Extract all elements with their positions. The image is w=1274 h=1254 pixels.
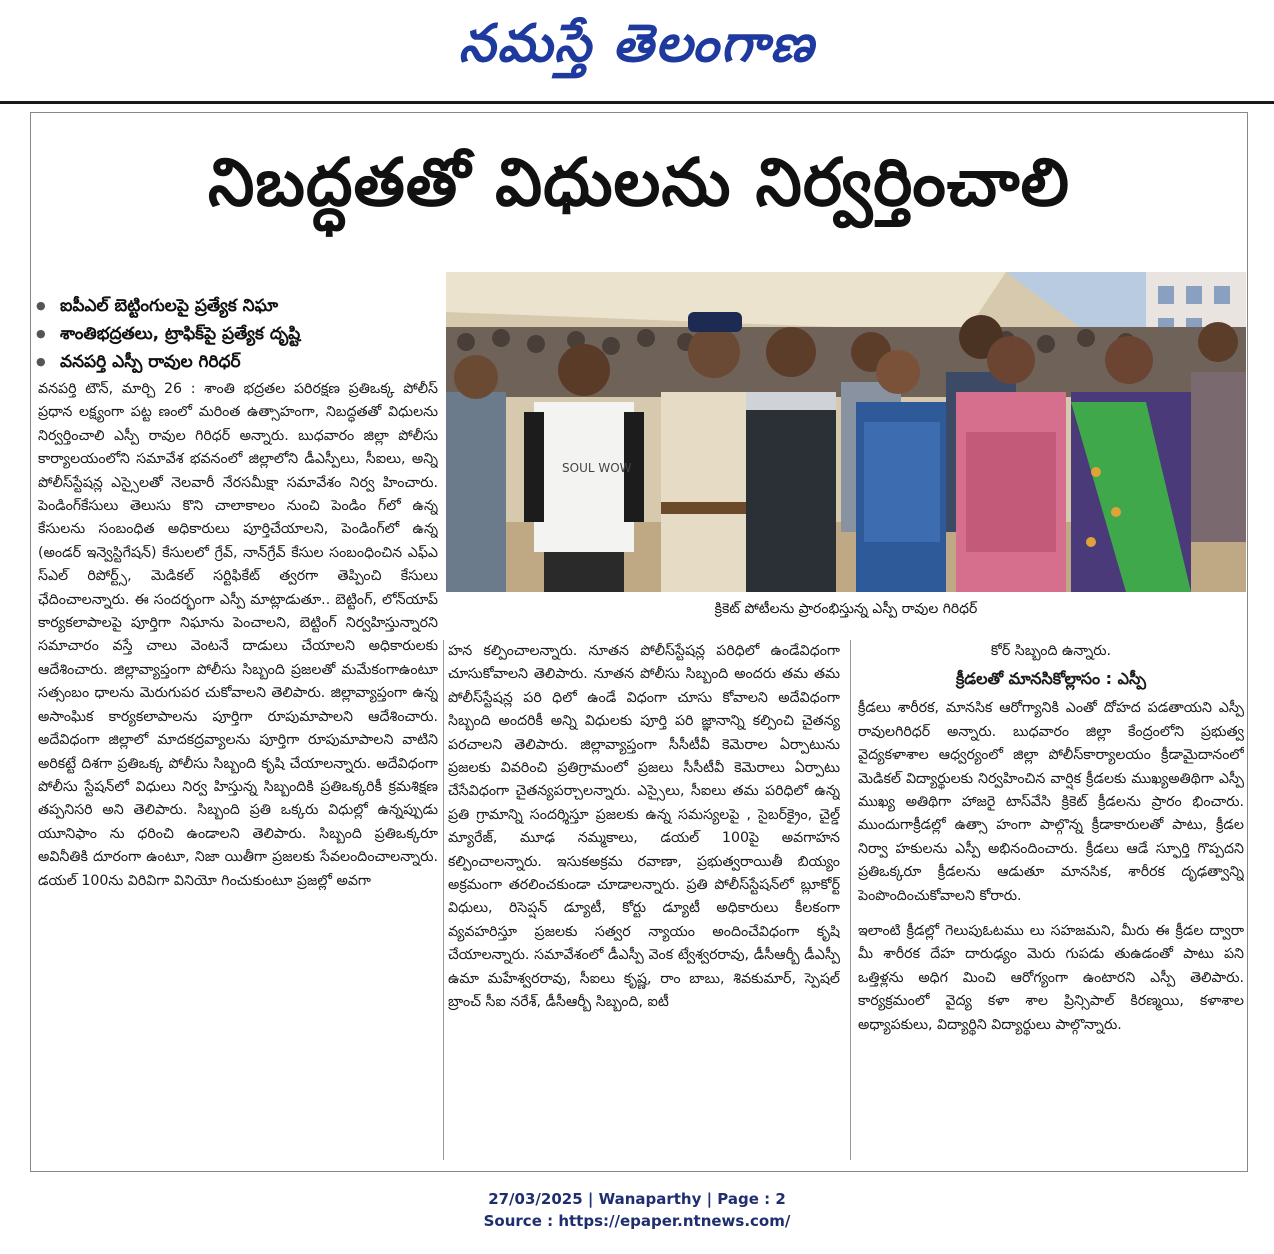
article-paragraph: ఇలాంటి క్రీడల్లో గెలుపుఓటము లు సహజమని, మీరు ఈ క్రీడల ద్వారా మీ శారీరక దేహ దారుఢ్యం మెరు గుపడు తుఉడంతో పాటు పని ఒత్తిళ్లను అధిగ మించి ఆరోగ్యంగా ఉంటారని ఎస్పీ తెలిపారు. కార్యక్రమంలో వైద్య కళా శాల ప్రిన్సిపాల్ కిరణ్మయి, కళాశాల అధ్యాపకులు, విద్యార్థిని విద్యార్థులు పాల్గొన్నారు. bbox=[858, 923, 1244, 1033]
photo-caption: క్రికెట్ పోటీలను ప్రారంభిస్తున్న ఎస్పీ రావుల గిరిధర్ bbox=[714, 601, 978, 617]
news-photo bbox=[446, 272, 1246, 592]
footer-date-line: 27/03/2025 | Wanaparthy | Page : 2 bbox=[488, 1190, 786, 1208]
footer bbox=[0, 1188, 1274, 1232]
column-divider bbox=[850, 640, 851, 1160]
masthead bbox=[0, 0, 1274, 100]
article-paragraph: హన కల్పించాలన్నారు. నూతన పోలీస్‌స్టేషన్ల పరిధిలో ఉండేవిధంగా చూసుకోవాలని తెలిపారు. నూతన పోలీసు సిబ్బంది అందరు తమ తమ పోలీస్‌స్టేషన్ల పరి ధిలో ఉండే విధంగా చూసు కోవాలని అదేవిధంగా సిబ్బంది అందరికీ అన్ని విధులకు పూర్తి పరి జ్ఞానాన్ని కల్పించి చైతన్య పరచాలని తెలిపారు. జిల్లావ్యాప్తంగా సీసీటీవీ కెమెరాల ఏర్పాటును ప్రజలకు వివరించి ప్రతిగ్రామంలో ప్రజలు సీసీటీవీ కెమెరాలు ఏర్పాటు చేసేవిధంగా చైతన్యపర్చాలన్నారు. ఎస్సైలు, సీఐలు తమ పరిధిలో ఉన్న ప్రతి గ్రామాన్ని సందర్శిస్తూ ప్రజలకు ఉన్న సమస్యలపై , సైబర్‌క్రైం, చైల్డ్ మ్యారేజ్, మూఢ నమ్మకాలు, డయల్ 100పై అవగాహన కల్పించాలన్నారు. ఇసుకఅక్రమ రవాణా, ప్రభుత్వరాయితీ బియ్యం అక్రమంగా తరలించకుండా చూడాలన్నారు. ప్రతి పోలీస్‌స్టేషన్‌లో బ్లూకోర్ట్ విధులు, రిసెప్షన్ డ్యూటీ, కోర్టు డ్యూటీ అధికారులు కీలకంగా వ్యవహరిస్తూ ప్రజలకు సత్వర న్యాయం అందించేవిధంగా కృషి చేయాలన్నారు. సమావేశంలో డీఎస్పీ వెంక ట్వేశ్వరరావు, డీసీఆర్బీ డీఎస్పీ ఉమా మహేశ్వరరావు, సీఐలు కృష్ణ, రాం బాబు, శివకుమార్, స్పెషల్ బ్రాంచ్ సీఐ నరేశ్, డీసీఆర్బీ సిబ్బంది, ఐటీ bbox=[448, 643, 840, 1011]
article-column-3 bbox=[858, 640, 1244, 1162]
headline: నిబద్ధతతో విధులను నిర్వర్తించాలి bbox=[208, 144, 1070, 221]
bullet-item: ● ఐపీఎల్ బెట్టింగులపై ప్రత్యేక నిఘా bbox=[34, 292, 434, 320]
paragraph-gap bbox=[858, 908, 1244, 920]
bullet-list bbox=[34, 292, 434, 376]
tshirt-print: SOUL WOW bbox=[562, 461, 632, 475]
masthead-logo: నమస్తే తెలంగాణ bbox=[458, 14, 816, 74]
article-paragraph: క్రీడలు శారీరక, మానసిక ఆరోగ్యానికి ఎంతో దోహద పడతాయని ఎస్పీ రావులగిరిధర్ అన్నారు. బుధవారం జిల్లా కేంద్రంలోని ప్రభుత్వ వైద్యకళాశాల ఆధ్వర్యంలో జిల్లా పోలీస్‌కార్యాలయం క్రీడామైదానంలో మెడికల్ విద్యార్థులకు నిర్వహించిన వార్షిక క్రీడలకు ముఖ్యఅతిథిగా ఎస్పీ ముఖ్య అతిథిగా హాజరై టాస్‌వేసి క్రికెట్ క్రీడలను ప్రారం భించారు. ముందుగాక్రీడల్లో ఉత్సా హంగా పాల్గొన్న క్రీడాకారులతో పాటు, క్రీడల నిర్వా హకులను ఎస్పీ అభినందించారు. క్రీడలు ఆడే స్ఫూర్తి గొప్పదని ప్రతిఒక్కరూ క్రీడలను ఆడుతూ మానసిక, శారీరక దృఢత్వాన్ని పెంపొందించుకోవాలని కోరారు. bbox=[858, 700, 1244, 904]
masthead-rule bbox=[0, 101, 1274, 104]
article-column-2 bbox=[448, 640, 840, 1162]
article-column-1 bbox=[38, 378, 438, 1162]
column-divider bbox=[443, 640, 444, 1160]
subheading: క్రీడలతో మానసికోల్లాసం : ఎస్పీ bbox=[955, 669, 1147, 689]
bullet-item: ● శాంతిభద్రతలు, ట్రాఫిక్‌పై ప్రత్యేక దృష్టి bbox=[34, 320, 434, 348]
article-paragraph: కోర్ సిబ్బంది ఉన్నారు. bbox=[990, 643, 1112, 659]
footer-source-line: Source : https://epaper.ntnews.com/ bbox=[483, 1212, 791, 1230]
bullet-item: ● వనపర్తి ఎస్పీ రావుల గిరిధర్ bbox=[34, 348, 434, 376]
article-paragraph: వనపర్తి టౌన్, మార్చి 26 : శాంతి భద్రతల పరిరక్షణ ప్రతిఒక్క పోలీస్ ప్రధాన లక్ష్యంగా పట్ట ణంలో మరింత ఉత్సాహంగా, నిబద్ధతతో విధులను నిర్వర్తించాలి ఎస్పీ రావుల గిరిధర్ అన్నారు. బుధవారం జిల్లా పోలీసు కార్యాలయంలోని సమావేశ భవనంలో జిల్లాలోని డీఎస్పీలు, సీఐలు, అన్ని పోలీస్‌స్టేషన్ల ఎస్సైలతో నెలవారీ నేరసమీక్షా సమావేశం నిర్వ హించారు. పెండింగ్‌కేసులు తెలుసు కొని చాలాకాలం నుంచి పెండిం గ్‌లో ఉన్న కేసులను సంబంధిత అధికారులు పూర్తిచేయాలని, పెండింగ్‌లో ఉన్న (అండర్ ఇన్వెస్టిగేషన్) కేసులలో గ్రేవ్, నాన్‌గ్రేవ్ కేసుల సంబంధించిన ఎఫ్ఎ స్‌ఎల్ రిపోర్ట్స్, మెడికల్ సర్టిఫికేట్ త్వరగా తెప్పించి కేసులు ఛేదించాలన్నారు. ఈ సందర్భంగా ఎస్పీ మాట్లాడుతూ.. బెట్టింగ్, లోన్‌యాప్ కార్యకలాపాలపై పూర్తిగా నిఘాను పెంచాలని, బెట్టింగ్ నిర్వహిస్తున్నారని సమాచారం వస్తే చాలు వెంటనే దాడులు చేయాలని అధికారులకు ఆదేశించారు. జిల్లావ్యాప్తంగా పోలీసు సిబ్బంది ప్రజలతో మమేకంగాఉంటూ సత్సంబం ధాలను మెరుగుపర చుకోవాలని తెలిపారు. జిల్లావ్యాప్తంగా ఉన్న అసాంఘిక కార్యకలాపాలను పూర్తిగా రూపుమాపాలని ఆదేశించారు. అదేవిధంగా జిల్లాలో మాదకద్రవ్యాలను పూర్తిగా రూపుమాపాలని వాటిని అరికట్టే దిశగా ప్రతిఒక్క పోలీసు సిబ్బంది కృషి చేయాలన్నారు. అదేవిధంగా పోలీసు స్టేషన్‌లో విధులు నిర్వ హిస్తున్న సిబ్బందికి ప్రతిఒక్కరికీ క్రమశిక్షణ తప్పనిసరి అని తెలిపారు. సిబ్బంది ప్రతి ఒక్కరు విధుల్లో ఉన్నప్పుడు యూనిఫాం ను ధరించి ఉండాలని తెలిపారు. సిబ్బంది ప్రతిఒక్కరూ అవినీతికి దూరంగా ఉంటూ, నిజా యితీగా ప్రజలకు సేవలందించాలన్నారు. డయల్ 100ను విరివిగా వినియో గించుకుంటూ ప్రజల్లో అవగా bbox=[38, 381, 438, 889]
